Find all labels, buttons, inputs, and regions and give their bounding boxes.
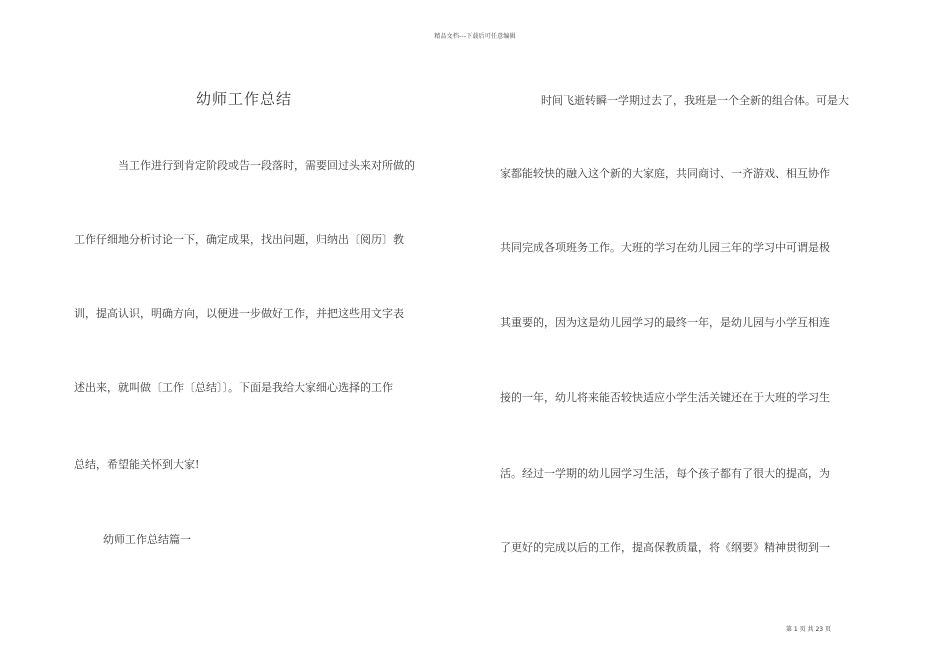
- paragraph-line: 家都能较快的融入这个新的大家庭，共同商讨、一齐游戏、相互协作: [500, 167, 830, 180]
- paragraph-line: 训，提高认识，明确方向，以便进一步做好工作，并把这些用文字表: [74, 307, 404, 320]
- paragraph-line: 活。经过一学期的幼儿园学习生活，每个孩子都有了很大的提高，为: [500, 467, 830, 480]
- paragraph-line: 总结，希望能关怀到大家!: [74, 458, 200, 471]
- paragraph-line: 工作仔细地分析讨论一下，确定成果，找出问题，归纳出〔阅历〕教: [74, 233, 404, 246]
- page-number: 第 1 页 共 23 页: [786, 626, 831, 633]
- page-title: 幼师工作总结: [196, 90, 293, 108]
- paragraph-line: 当工作进行到肯定阶段或告一段落时，需要回过头来对所做的: [118, 159, 415, 172]
- paragraph-line: 其重要的，因为这是幼儿园学习的最终一年，是幼儿园与小学互相连: [500, 316, 830, 329]
- paragraph-line: 时间飞逝转瞬一学期过去了，我班是一个全新的组合体。可是大: [541, 94, 849, 107]
- paragraph-line: 了更好的完成以后的工作，提高保教质量，将《纲要》精神贯彻到一: [500, 541, 830, 554]
- paragraph-line: 接的一年，幼儿将来能否较快适应小学生活关键还在于大班的学习生: [500, 391, 830, 404]
- paragraph-line: 共同完成各项班务工作。大班的学习在幼儿园三年的学习中可谓是极: [500, 241, 830, 254]
- section-heading: 幼师工作总结篇一: [103, 533, 191, 546]
- header-note: 精品文档---下载后可任意编辑: [434, 33, 516, 40]
- paragraph-line: 述出来，就叫做〔工作〔总结〕〕。下面是我给大家细心选择的工作: [74, 381, 393, 394]
